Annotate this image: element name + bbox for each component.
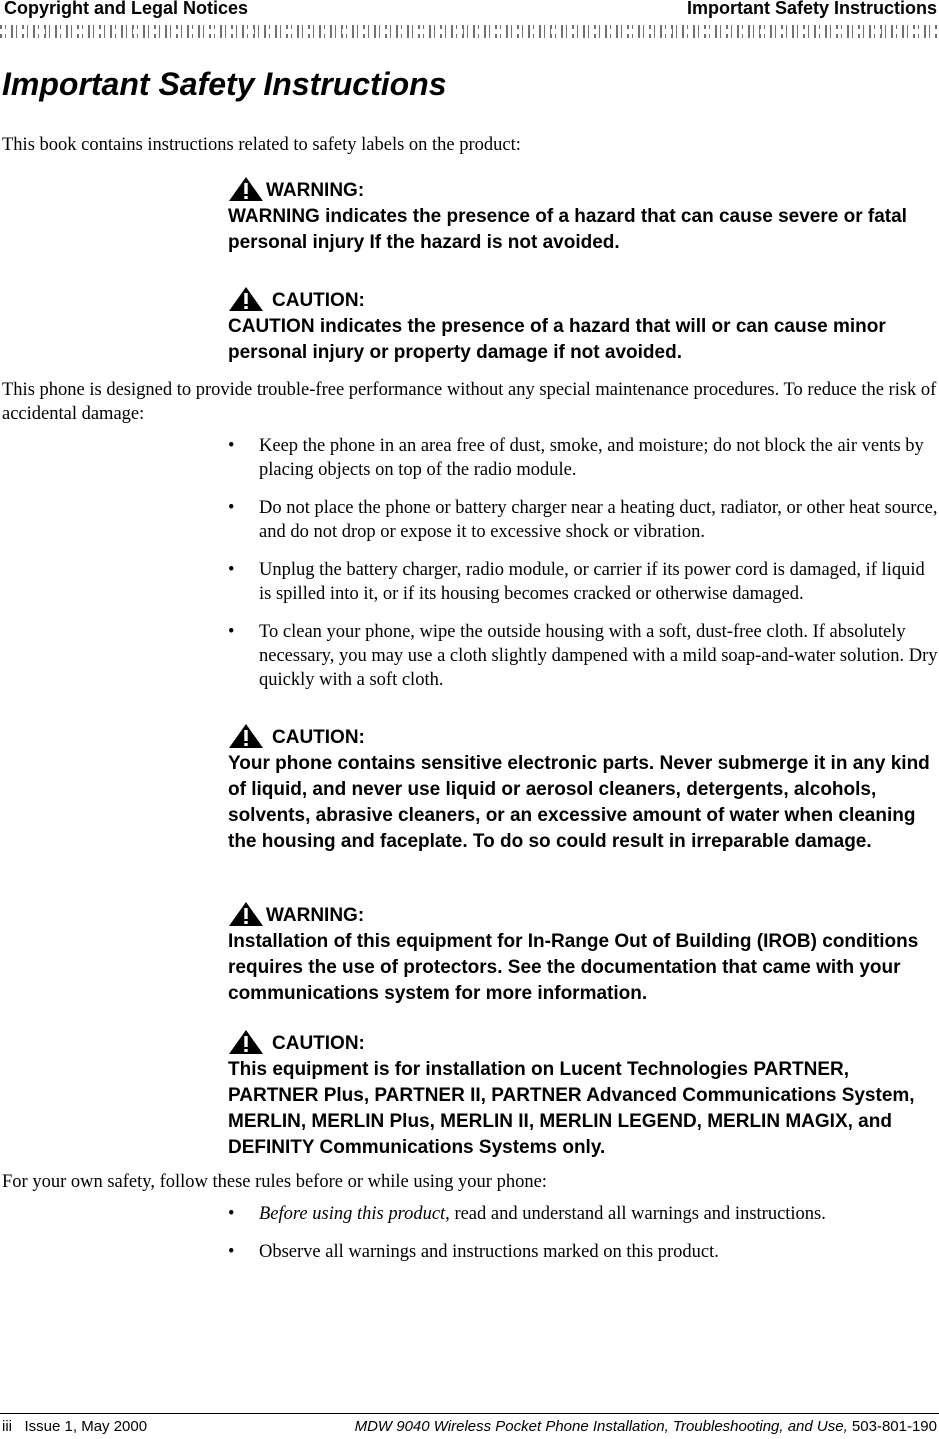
running-footer	[0, 1418, 939, 1438]
doc-number: 503-801-190	[851, 1418, 937, 1435]
bullet-icon: •	[228, 560, 235, 580]
notice-text: Your phone contains sensitive electronic parts. Never submerge it in any kind of liquid, and never use liquid or aerosol cleaners, detergents, alcohols, solvents, abrasive cleaners, or an excessive amount of water when cleaning the housing and faceplate. To do so could result in irreparable damage.	[228, 753, 930, 852]
warning-triangle-icon	[228, 1029, 264, 1055]
safety-intro: For your own safety, follow these rules before or while using your phone:	[2, 1172, 547, 1192]
footer-page-issue	[2, 1418, 147, 1435]
notice-header	[228, 282, 938, 312]
list-item: • Before using this product, read and understand all warnings and instructions.	[228, 1204, 826, 1224]
header-decorative-band	[0, 25, 939, 38]
header-chapter-title: Important Safety Instructions	[686, 0, 937, 18]
maintenance-intro: This phone is designed to provide trouble-free performance without any special maintenance procedures. To reduce the risk of accidental damage:	[2, 380, 937, 424]
caution-notice-2	[228, 719, 938, 855]
footer-doc-title: MDW 9040 Wireless Pocket Phone Installation, Troubleshooting, and Use, 503-801-190	[354, 1418, 937, 1435]
safety-list	[228, 1202, 938, 1278]
notice-header	[228, 719, 938, 749]
running-header	[0, 0, 939, 20]
list-item: • Observe all warnings and instructions marked on this product.	[228, 1242, 719, 1262]
issue-date: Issue 1, May 2000	[24, 1418, 148, 1435]
notice-text: Installation of this equipment for In-Range Out of Building (IROB) conditions requires the use of protectors. See the documentation that came with your communications system for more information.	[228, 931, 919, 1004]
page-title: Important Safety Instructions	[2, 66, 447, 102]
intro-paragraph: This book contains instructions related to safety labels on the product:	[2, 135, 521, 155]
list-item: • Keep the phone in an area free of dust, smoke, and moisture; do not block the air vents by placing objects on top of the radio module.	[228, 436, 924, 480]
footer-divider	[0, 1413, 939, 1414]
list-item: • To clean your phone, wipe the outside housing with a soft, dust-free cloth. If absolutely necessary, you may use a cloth slightly dampened with a mild soap-and-water solution. Dry quickly with a soft cloth.	[228, 622, 938, 690]
notice-header	[228, 1025, 938, 1055]
list-item: • Unplug the battery charger, radio module, or carrier if its power cord is damaged, if liquid is spilled into it, or if its housing becomes cracked or otherwise damaged.	[228, 560, 925, 604]
notice-text: CAUTION indicates the presence of a hazard that will or can cause minor personal injury or property damage if not avoided.	[228, 316, 886, 363]
notice-label: CAUTION:	[272, 727, 365, 748]
warning-notice-2	[228, 897, 938, 1007]
notice-label: WARNING:	[266, 905, 365, 926]
caution-notice-1	[228, 282, 938, 366]
warning-triangle-icon	[228, 286, 264, 312]
warning-notice-1	[228, 172, 938, 256]
warning-triangle-icon	[228, 723, 264, 749]
bullet-icon: •	[228, 498, 235, 518]
list-item: • Do not place the phone or battery charger near a heating duct, radiator, or other heat source, and do not drop or expose it to excessive shock or vibration.	[228, 498, 938, 542]
notice-label: WARNING:	[266, 180, 365, 201]
notice-header	[228, 172, 938, 202]
bullet-icon: •	[228, 436, 235, 456]
page-number: iii	[2, 1418, 12, 1435]
caution-notice-3	[228, 1025, 938, 1161]
header-section-title: Copyright and Legal Notices	[4, 0, 249, 18]
notice-label: CAUTION:	[272, 290, 365, 311]
maintenance-list	[228, 434, 938, 706]
notice-text: This equipment is for installation on Lucent Technologies PARTNER, PARTNER Plus, PARTNER II, PARTNER Advanced Communications System, MERLIN, MERLIN Plus, MERLIN II, MERLIN LEGEND, MERLIN MAGIX, and DEFINITY Communications Systems only.	[228, 1059, 915, 1158]
warning-triangle-icon	[228, 901, 264, 927]
notice-label: CAUTION:	[272, 1033, 365, 1054]
bullet-icon: •	[228, 1242, 235, 1262]
notice-header	[228, 897, 938, 927]
bullet-icon: •	[228, 1204, 235, 1224]
bullet-icon: •	[228, 622, 235, 642]
notice-text: WARNING indicates the presence of a hazard that can cause severe or fatal personal injury If the hazard is not avoided.	[228, 206, 907, 253]
warning-triangle-icon	[228, 176, 264, 202]
